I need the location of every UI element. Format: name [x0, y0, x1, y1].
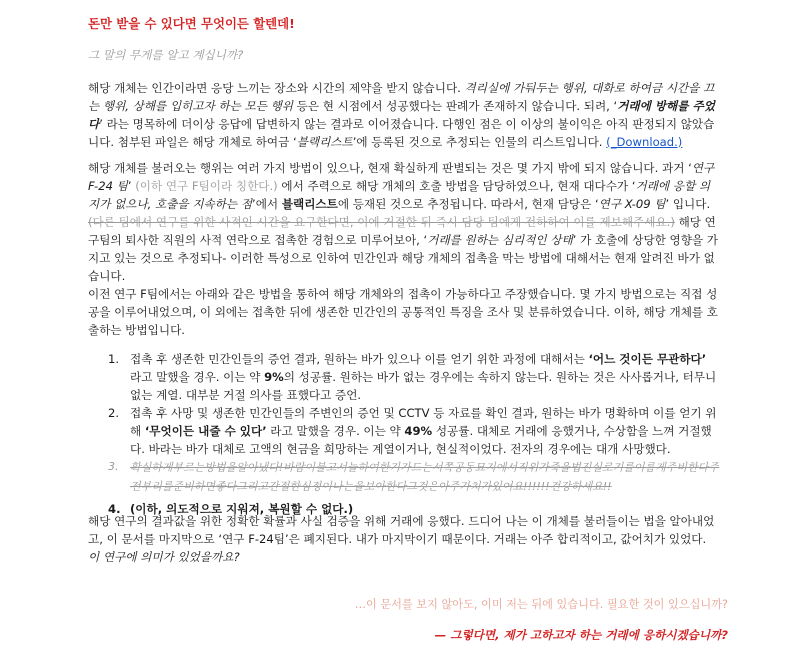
text: ’	[127, 179, 136, 193]
footer-whisper: …이 문서를 보지 않아도, 이미 저는 뒤에 있습니다. 필요한 것이 있으십니까?	[354, 598, 728, 611]
method-list	[108, 350, 720, 518]
bold-text: ‘무엇이든 내줄 수 있다’	[144, 424, 267, 438]
gray-note: (이하 연구 F팀이라 칭한다.)	[135, 179, 278, 193]
paragraph-summoning	[88, 159, 720, 285]
paragraph-methods-intro: 이전 연구 F팀에서는 아래와 같은 방법을 통하여 해당 개체와의 접촉이 가능하다고 주장했습니다. 몇 가지 방법으로는 직접 성공을 이루어내었으며, 이 외에는 접촉한 뒤에 생존한 민간인의 공통적인 특징을 조사 및 분류하였습니다. 이하, 해당 개체를 호출하는 방법입니다.	[88, 287, 719, 337]
italic-text: 격리실에 가둬두는 행위, 대화로 하여금 시간을 끄는 행위, 상해를 입히고자 하는 모든 행위	[88, 81, 715, 113]
text: 의 성공률. 원하는 바가 없는 경우에는 속하지 않는다. 원하는 것은 사사롭거나, 터무니 없는 계열. 대부분 거절 의사를 표했다고 증언.	[130, 370, 717, 402]
text: ’ 라는 명목하에 더이상 응답에 답변하지 않는 결과로 이어졌습니다. 다행인 점은 이 이상의 불이익은 아직 판정되지 않았습니다. 첨부된 파일은 해당 개체로 하여금 ‘	[88, 117, 715, 149]
bold-italic-text: 거래에 방해를 주었다	[88, 99, 715, 131]
text: 성공률. 대체로 거래에 응했거나, 수상함을 느껴 거절했다. 바라는 바가 대체로 고액의 현금을 희망하는 계열이거나, 현실적이었다. 전자의 경우에는 대개 사망했다.	[130, 424, 712, 456]
document-title: 돈만 받을 수 있다면 무엇이든 할텐데!	[88, 16, 295, 31]
italic-text: 거래를 원하는 심리적인 상태	[427, 233, 573, 247]
text: ’ 가 호출에 상당한 영향을 가지고 있는 것으로 추정되나- 이러한 특성으로 인하여 민간인과 해당 개체의 접촉을 막는 방법에 대해서는 현재 알려진 바가 없습니다.	[88, 233, 719, 283]
list-item	[108, 458, 720, 496]
italic-text: 연구 X-09 팀	[598, 197, 666, 211]
list-number: 2.	[108, 406, 120, 420]
italic-text: 이 연구에 의미가 있었을까요?	[88, 550, 240, 564]
bold-text: 블랙리스트	[281, 197, 338, 211]
text: 해당 개체는 인간이라면 응당 느끼는 장소와 시간의 제약을 받지 않습니다.	[88, 81, 465, 95]
list-number: 1.	[108, 352, 120, 366]
bold-text: 49%	[404, 424, 433, 438]
text: 에서 주력으로 해당 개체의 호출 방법을 담당하였으나, 현재 대다수가 ‘	[277, 179, 636, 193]
struck-text: 확실하게부르는방법을알아냈다!바람이불고서늘하여한기가드는서쪽공동묘지에서직위가죽을법진실로기를이름게주비한다주전부리를준비하면좋다그리고간절한심정이나는울보아한다그것은아주가치가있어요!!!!!!건강하세요!!	[130, 461, 719, 493]
text: ’에서	[252, 197, 282, 211]
struck-note: (다른 팀에서 연구를 위한 사적인 시간을 요구한다면, 이에 거절한 뒤 즉시 담당 팀에게 전하하여 이를 제보해주세요.)	[88, 215, 675, 229]
bold-text: ‘어느 것이든 무관하다’	[588, 352, 707, 366]
text: 해당 연구의 결과값을 위한 정확한 확률과 사실 검증을 위해 거래에 응했다. 드디어 나는 이 개체를 불러들이는 법을 알아내었고, 이 문서를 마지막으로 ‘연구 F-24팀’은 폐지된다. 내가 마지막이기 때문이다. 거래는 아주 합리적이고, 값어치가 있었다.	[88, 514, 715, 546]
list-item	[108, 404, 720, 458]
text: ’에 등록된 것으로 추정되는 인물의 리스트입니다.	[352, 135, 607, 149]
paragraph-conclusion	[88, 512, 720, 566]
text: 라고 말했을 경우. 이는 약	[266, 424, 405, 438]
italic-text: 연구 F-24 팀	[88, 161, 715, 193]
list-number: 4.	[108, 502, 121, 516]
footer-offer: — 그렇다면, 제가 고하고자 하는 거래에 응하시겠습니까?	[434, 628, 728, 642]
text: 등은 현 시점에서 성공했다는 판례가 존재하지 않습니다. 되려, ‘	[293, 99, 618, 113]
text: 라고 말했을 경우. 이는 약	[130, 370, 265, 384]
italic-text: 블랙리스트	[296, 135, 353, 149]
text: 해당 연구팀의 퇴사한 직원의 사적 연락으로 접촉한 경험으로 미루어보아, ‘	[88, 215, 716, 247]
text: ’ 입니다.	[665, 197, 711, 211]
document-subtitle: 그 말의 무게를 알고 계십니까?	[88, 48, 244, 62]
italic-text: 거래에 응할 의지가 없으나, 호출을 지속하는 점	[88, 179, 711, 211]
text: 접촉 후 사망 및 생존한 민간인들의 주변인의 증언 및 CCTV 등 자료를 확인 결과, 원하는 바가 명확하며 이를 얻기 위해	[130, 406, 717, 438]
paragraph-blacklist	[88, 79, 720, 151]
text: 해당 개체를 불러오는 행위는 여러 가지 방법이 있으나, 현재 확실하게 판별되는 것은 몇 가지 밖에 되지 않습니다. 과거 ‘	[88, 161, 692, 175]
text: 에 등재된 것으로 추정됩니다. 따라서, 현재 담당은 ‘	[337, 197, 599, 211]
list-item	[108, 350, 720, 404]
text: 접촉 후 생존한 민간인들의 증언 결과, 원하는 바가 있으나 이를 얻기 위한 과정에 대해서는	[130, 352, 589, 366]
download-link[interactable]: (_Download.)	[606, 135, 683, 149]
bold-text: 9%	[264, 370, 284, 384]
bold-text: (이하, 의도적으로 지워져, 복원할 수 없다.)	[130, 502, 354, 516]
list-number: 3.	[108, 460, 119, 473]
